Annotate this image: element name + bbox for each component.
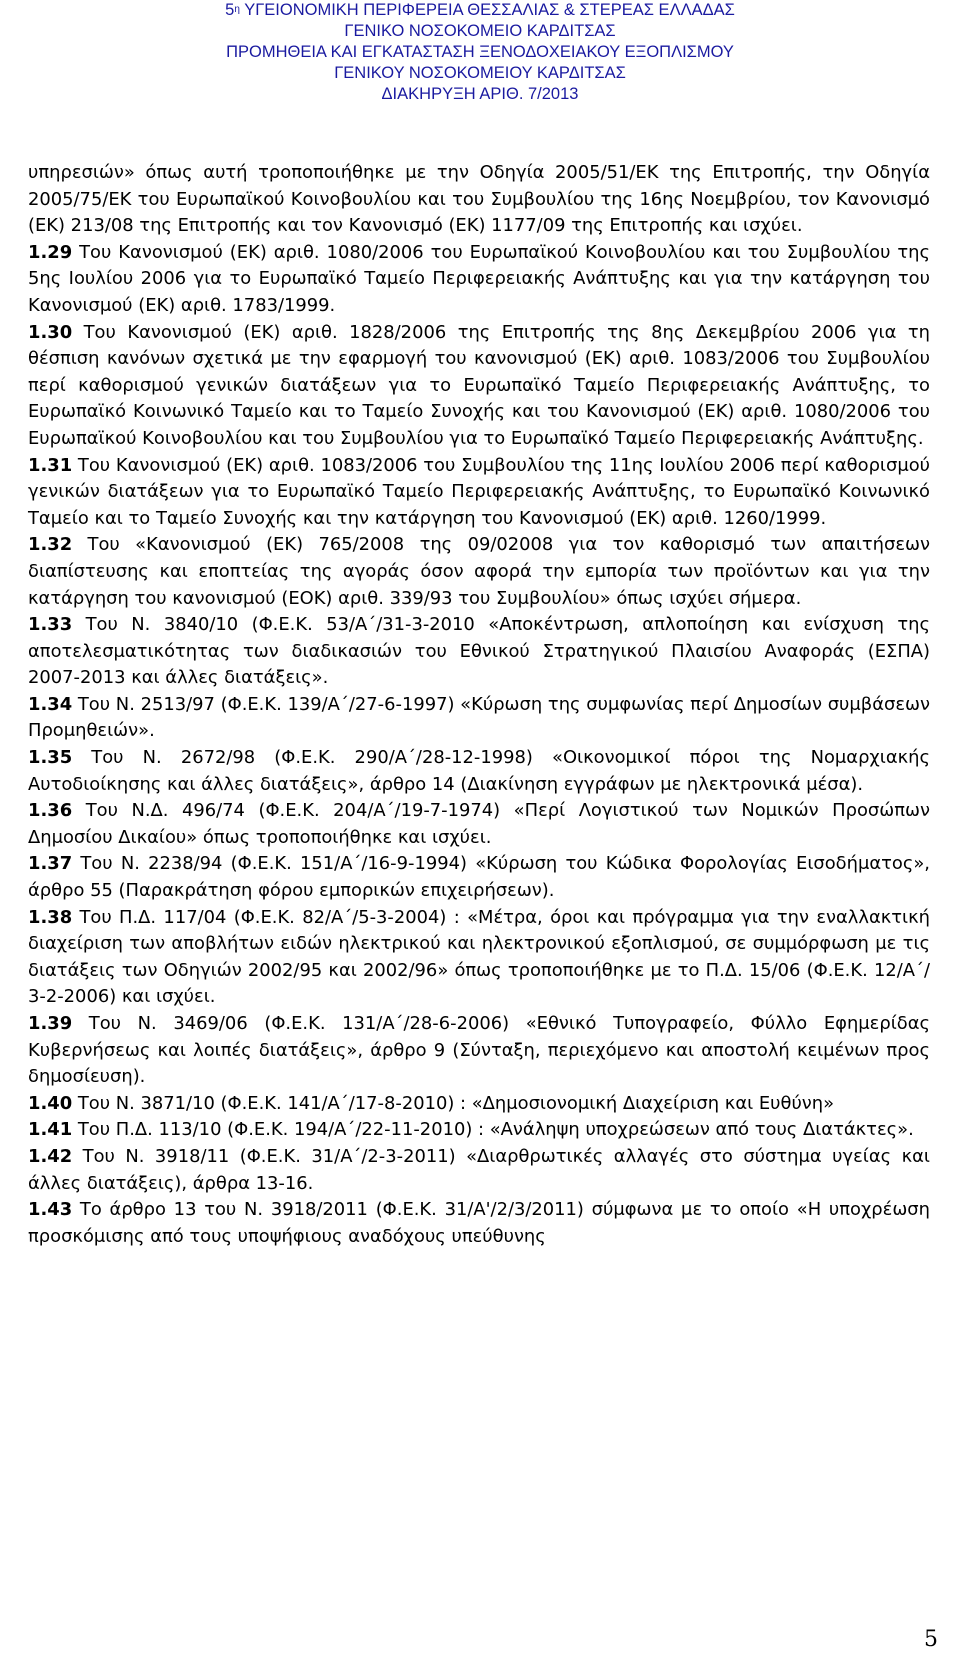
item-text: Του Ν. 2238/94 (Φ.Ε.Κ. 151/Α΄/16-9-1994) «Κύρωση του Κώδικα Φορολογίας Εισοδήματος», άρθρο 55 (Παρακράτηση φόρου εμπορικών επιχειρήσεων). bbox=[28, 853, 930, 902]
item-number: 1.40 bbox=[28, 1092, 73, 1114]
item-number: 1.34 bbox=[28, 693, 73, 715]
legislation-list bbox=[28, 240, 930, 1251]
header-region-number: 5 bbox=[225, 1, 235, 19]
header-line-hospital-genitive: ΓΕΝΙΚΟΥ ΝΟΣΟΚΟΜΕΙΟΥ ΚΑΡΔΙΤΣΑΣ bbox=[334, 64, 626, 82]
item-text: Του Ν. 3918/11 (Φ.Ε.Κ. 31/Α΄/2-3-2011) «Διαρθρωτικές αλλαγές στο σύστημα υγείας και άλλες διατάξεις), άρθρα 13-16. bbox=[28, 1145, 930, 1194]
item-text: Του Π.Δ. 117/04 (Φ.Ε.Κ. 82/Α΄/5-3-2004) : «Μέτρα, όροι και πρόγραμμα για την εναλλακτική διαχείριση των αποβλήτων ειδών ηλεκτρικού και ηλεκτρονικού εξοπλισμού, σε συμμόρφωση με τις διατάξεις των Οδηγιών 2002/95 και 2002/96» όπως τροποποιήθηκε με το Π.Δ. 15/06 (Φ.Ε.Κ. 12/Α΄/ 3-2-2006) και ισχύει. bbox=[28, 906, 930, 1008]
document-body bbox=[28, 160, 930, 1250]
list-item bbox=[28, 1117, 930, 1144]
list-item bbox=[28, 905, 930, 1011]
header-line-tender-number: ΔΙΑΚΗΡΥΞΗ ΑΡΙΘ. 7/2013 bbox=[381, 85, 579, 103]
header-region-superscript: η bbox=[234, 4, 240, 15]
page-number: 5 bbox=[924, 1627, 938, 1652]
list-item bbox=[28, 1197, 930, 1250]
list-item bbox=[28, 612, 930, 692]
list-item bbox=[28, 1011, 930, 1091]
list-item bbox=[28, 320, 930, 453]
item-number: 1.41 bbox=[28, 1119, 73, 1141]
item-number: 1.35 bbox=[28, 747, 73, 769]
list-item bbox=[28, 745, 930, 798]
item-text: Του Κανονισμού (ΕΚ) αριθ. 1080/2006 του Ευρωπαϊκού Κοινοβουλίου και του Συμβουλίου της 5ης Ιουλίου 2006 για το Ευρωπαϊκό Ταμείο Περιφερειακής Ανάπτυξης και για την κατάργηση του Κανονισμού (ΕΚ) αριθ. 1783/1999. bbox=[28, 241, 930, 316]
item-number: 1.30 bbox=[28, 321, 73, 343]
item-text: Του «Κανονισμού (ΕΚ) 765/2008 της 09/02008 για τον καθορισμό των απαιτήσεων διαπίστευσης και εποπτείας της αγοράς όσον αφορά την εμπορία των προϊόντων και για την κατάργηση του κανονισμού (ΕΟΚ) αριθ. 339/93 του Συμβουλίου» όπως ισχύει σήμερα. bbox=[28, 534, 930, 609]
intro-paragraph: υπηρεσιών» όπως αυτή τροποποιήθηκε με την Οδηγία 2005/51/ΕΚ της Επιτροπής, την Οδηγία 2005/75/ΕΚ του Ευρωπαϊκού Κοινοβουλίου και του Συμβουλίου της 16ης Νοεμβρίου, τον Κανονισμό (ΕΚ) 213/08 της Επιτροπής και τον Κανονισμό (ΕΚ) 1177/09 της Επιτροπής και ισχύει. bbox=[28, 162, 930, 237]
item-number: 1.37 bbox=[28, 853, 73, 875]
item-text: Του Κανονισμού (ΕΚ) αριθ. 1828/2006 της Επιτροπής της 8ης Δεκεμβρίου 2006 για τη θέσπιση κανόνων σχετικά με την εφαρμογή του κανονισμού (ΕΚ) αριθ. 1083/2006 του Συμβουλίου περί καθορισμού γενικών διατάξεων για το Ευρωπαϊκό Ταμείο Περιφερειακής Ανάπτυξης, το Ευρωπαϊκό Κοινωνικό Ταμείο και το Ταμείο Συνοχής και του Κανονισμού (ΕΚ) αριθ. 1080/2006 του Ευρωπαϊκού Κοινοβουλίου και του Συμβουλίου για το Ευρωπαϊκό Ταμείο Περιφερειακής Ανάπτυξης. bbox=[28, 321, 930, 449]
list-item bbox=[28, 798, 930, 851]
item-number: 1.42 bbox=[28, 1145, 73, 1167]
item-text: Του Κανονισμού (ΕΚ) αριθ. 1083/2006 του Συμβουλίου της 11ης Ιουλίου 2006 περί καθορισμού γενικών διατάξεων για το Ευρωπαϊκό Ταμείο Περιφερειακής Ανάπτυξης, το Ευρωπαϊκό Κοινωνικό Ταμείο και το Ταμείο Συνοχής και την κατάργηση του Κανονισμού (ΕΚ) αριθ. 1260/1999. bbox=[28, 454, 930, 529]
item-text: Του Ν.Δ. 496/74 (Φ.Ε.Κ. 204/Α΄/19-7-1974) «Περί Λογιστικού των Νομικών Προσώπων Δημοσίου Δικαίου» όπως τροποποιήθηκε και ισχύει. bbox=[28, 800, 930, 848]
header-line-region bbox=[0, 0, 960, 21]
item-text: Το άρθρο 13 του Ν. 3918/2011 (Φ.Ε.Κ. 31/Α'/2/3/2011) σύμφωνα με το οποίο «Η υποχρέωση προσκόμισης από τους υποψήφιους αναδόχους υπεύθυνης bbox=[28, 1199, 930, 1247]
item-number: 1.29 bbox=[28, 241, 73, 263]
item-number: 1.32 bbox=[28, 534, 73, 556]
item-number: 1.39 bbox=[28, 1013, 73, 1034]
header-region-name: ΥΓΕΙΟΝΟΜΙΚΗ ΠΕΡΙΦΕΡΕΙΑ ΘΕΣΣΑΛΙΑΣ & ΣΤΕΡΕΑΣ ΕΛΛΑΔΑΣ bbox=[239, 1, 735, 19]
item-text: Του Ν. 3871/10 (Φ.Ε.Κ. 141/Α΄/17-8-2010) : «Δημοσιονομική Διαχείριση και Ευθύνη» bbox=[72, 1092, 835, 1114]
item-text: Του Ν. 2672/98 (Φ.Ε.Κ. 290/Α΄/28-12-1998) «Οικονομικοί πόροι της Νομαρχιακής Αυτοδιοίκησης και άλλες διατάξεις», άρθρο 14 (Διακίνηση εγγράφων με ηλεκτρονικά μέσα). bbox=[28, 747, 930, 795]
item-text: Του Π.Δ. 113/10 (Φ.Ε.Κ. 194/Α΄/22-11-2010) : «Ανάληψη υποχρεώσεων από τους Διατάκτες». bbox=[72, 1119, 914, 1141]
item-number: 1.43 bbox=[28, 1199, 73, 1221]
list-item bbox=[28, 1144, 930, 1197]
item-number: 1.36 bbox=[28, 800, 73, 822]
header-line-hospital: ΓΕΝΙΚΟ ΝΟΣΟΚΟΜΕΙΟ ΚΑΡΔΙΤΣΑΣ bbox=[344, 22, 616, 40]
document-header bbox=[0, 0, 960, 105]
item-number: 1.31 bbox=[28, 454, 73, 476]
list-item bbox=[28, 692, 930, 745]
list-item bbox=[28, 851, 930, 904]
item-text: Του Ν. 3840/10 (Φ.Ε.Κ. 53/Α΄/31-3-2010 «Αποκέντρωση, απλοποίηση και ενίσχυση της αποτελεσματικότητας των διαδικασιών του Εθνικού Στρατηγικού Πλαισίου Αναφοράς (ΕΣΠΑ) 2007-2013 και άλλες διατάξεις». bbox=[28, 614, 930, 689]
list-item bbox=[28, 1091, 930, 1118]
item-text: Του Ν. 2513/97 (Φ.Ε.Κ. 139/Α΄/27-6-1997) «Κύρωση της συμφωνίας περί Δημοσίων συμβάσεων Προμηθειών». bbox=[28, 693, 930, 742]
item-number: 1.38 bbox=[28, 906, 73, 928]
list-item bbox=[28, 532, 930, 612]
list-item bbox=[28, 240, 930, 320]
list-item bbox=[28, 453, 930, 533]
item-number: 1.33 bbox=[28, 614, 73, 636]
header-line-procurement: ΠΡΟΜΗΘΕΙΑ ΚΑΙ ΕΓΚΑΤΑΣΤΑΣΗ ΞΕΝΟΔΟΧΕΙΑΚΟΥ ΕΞΟΠΛΙΣΜΟΥ bbox=[226, 43, 734, 61]
item-text: Του Ν. 3469/06 (Φ.Ε.Κ. 131/Α΄/28-6-2006) «Εθνικό Τυπογραφείο, Φύλλο Εφημερίδας Κυβερνήσεως και λοιπές διατάξεις», άρθρο 9 (Σύνταξη, περιεχόμενο και αποστολή κειμένων προς δημοσίευση). bbox=[28, 1013, 930, 1088]
